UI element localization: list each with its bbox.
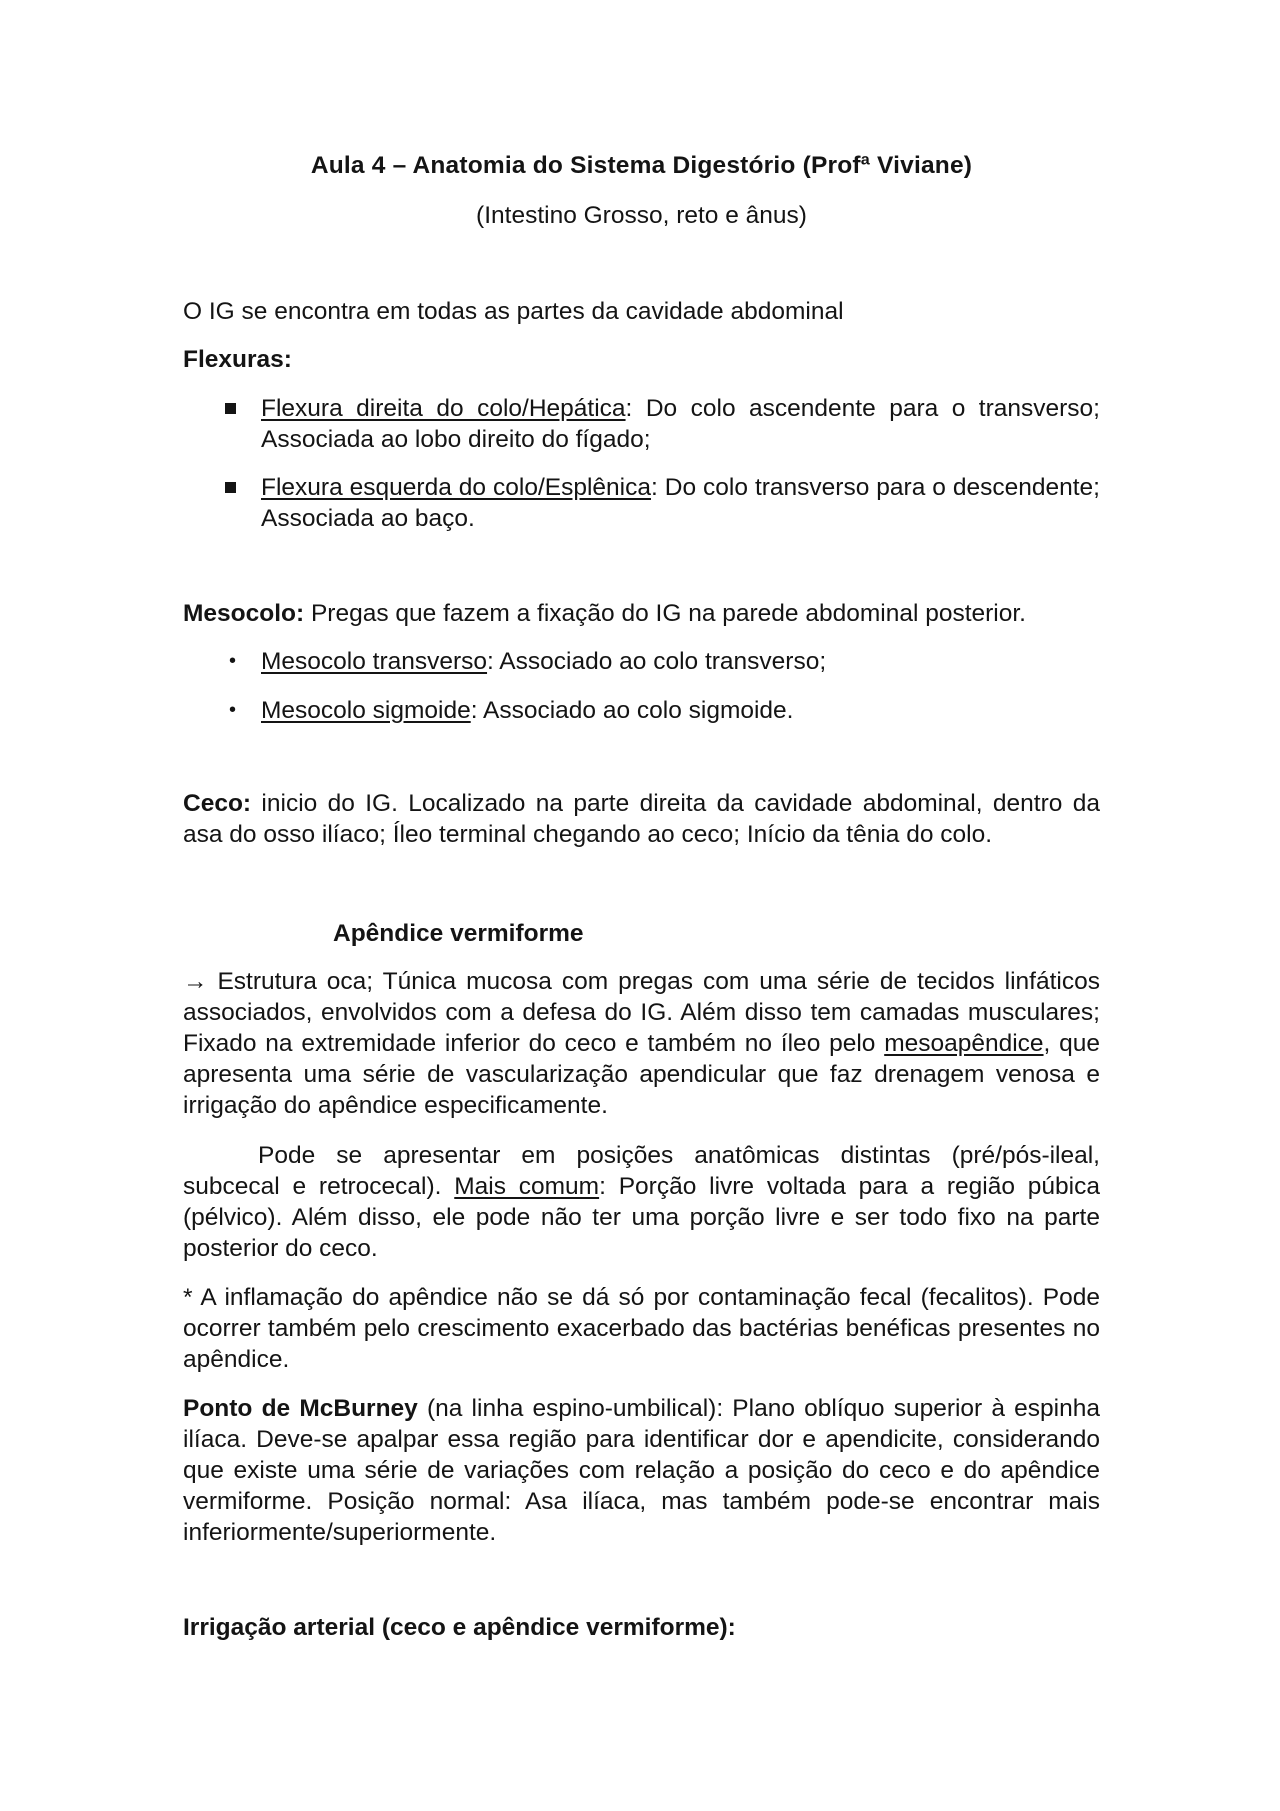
square-bullet-icon [225, 482, 236, 493]
ceco-text: inicio do IG. Localizado na parte direita da cavidade abdominal, dentro da asa do osso ilíaco; Íleo terminal chegando ao ceco; Início da tênia do colo. [183, 790, 1100, 848]
list-item-text [261, 646, 1100, 677]
mesocolo-text: Pregas que fazem a fixação do IG na parede abdominal posterior. [304, 600, 1026, 627]
apendice-note: * A inflamação do apêndice não se dá só por contaminação fecal (fecalitos). Pode ocorrer também pelo crescimento exacerbado das bactérias benéficas presentes no apêndice. [183, 1284, 1100, 1373]
list-item-term: Mesocolo transverso [261, 648, 488, 675]
list-item-text [261, 695, 1100, 726]
flexuras-heading: Flexuras: [183, 346, 292, 373]
dot-bullet-icon: • [229, 699, 237, 721]
list-item-text [261, 472, 1100, 534]
dot-bullet-icon: • [229, 650, 237, 672]
square-bullet-icon [225, 403, 236, 414]
apendice-p2-text: Pode se apresentar em posições anatômicas distintas (pré/pós-ileal, subcecal e retrocecal). [183, 1142, 1100, 1200]
mesoapendice-term: mesoapêndice [884, 1030, 1044, 1057]
list-item-term: Flexura esquerda do colo/Esplênica [261, 474, 651, 501]
ceco-heading: Ceco: [183, 790, 252, 817]
page-subtitle: (Intestino Grosso, reto e ânus) [476, 202, 807, 229]
list-item-description: : Associado ao colo sigmoide. [470, 697, 794, 724]
mais-comum-term: Mais comum [454, 1173, 600, 1200]
apendice-p1-rest: , que apresenta uma série de vascularização apendicular que faz drenagem venosa e irrigação do apêndice especificamente. [183, 1030, 1101, 1119]
page-title: Aula 4 – Anatomia do Sistema Digestório (Profª Viviane) [310, 152, 973, 179]
list-item-term: Flexura direita do colo/Hepática [261, 395, 626, 422]
mcburney-text: (na linha espino-umbilical): Plano oblíquo superior à espinha ilíaca. Deve-se apalpar essa região para identificar dor e apendicite, considerando que existe uma série de variações com relação a posição do ceco e do apêndice vermiforme. Posição normal: Asa ilíaca, mas também pode-se encontrar mais inferiormente/superiormente. [183, 1395, 1101, 1546]
list-item-description: : Do colo ascendente para o transverso; Associada ao lobo direito do fígado; [261, 395, 1100, 453]
mesocolo-heading: Mesocolo: [183, 600, 305, 627]
list-item-text [261, 393, 1100, 455]
list-item-term: Mesocolo sigmoide [261, 697, 471, 724]
ceco-paragraph [183, 788, 1100, 850]
apendice-p1-text: → Estrutura oca; Túnica mucosa com pregas com uma série de tecidos linfáticos associados, envolvidos com a defesa do IG. Além disso tem camadas musculares; Fixado na extremidade inferior do ceco e também no íleo pelo [183, 968, 1100, 1057]
mcburney-paragraph [183, 1393, 1100, 1548]
list-item-description: : Associado ao colo transverso; [487, 648, 827, 675]
intro-paragraph: O IG se encontra em todas as partes da cavidade abdominal [183, 298, 844, 325]
list-item-description: : Do colo transverso para o descendente; Associada ao baço. [261, 474, 1100, 532]
apendice-paragraph-1 [183, 966, 1100, 1121]
apendice-paragraph-2 [183, 1140, 1100, 1264]
mesocolo-paragraph [183, 598, 1100, 629]
mcburney-term: Ponto de McBurney [183, 1395, 418, 1422]
irrigacao-heading: Irrigação arterial (ceco e apêndice vermiforme): [183, 1614, 736, 1641]
apendice-heading: Apêndice vermiforme [333, 920, 584, 947]
apendice-p2-rest: : Porção livre voltada para a região púbica (pélvico). Além disso, ele pode não ter uma porção livre e ser todo fixo na parte posterior do ceco. [183, 1173, 1100, 1262]
